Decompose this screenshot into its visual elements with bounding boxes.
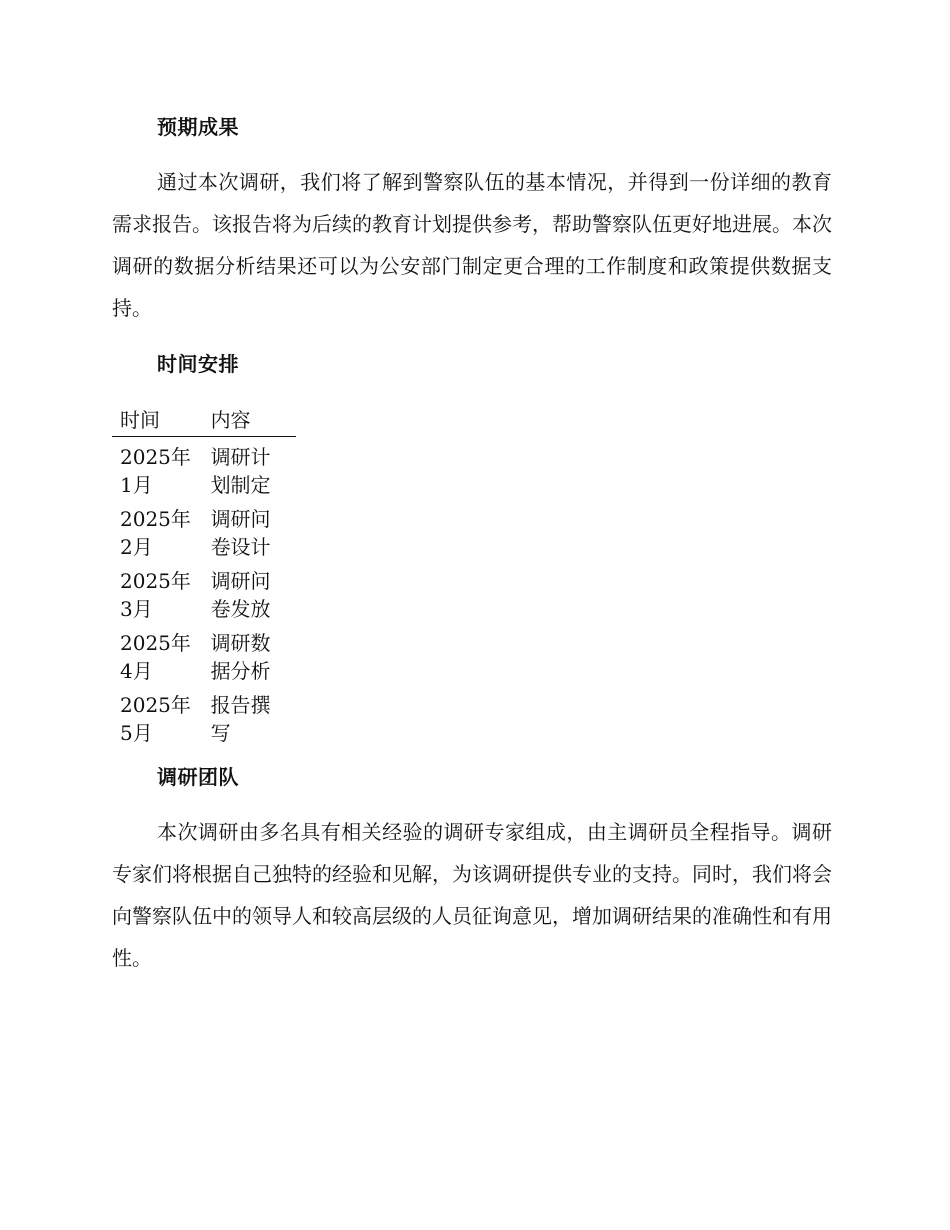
schedule-time-text: 2025年1月: [120, 445, 191, 497]
schedule-header-content: 内容: [203, 404, 296, 437]
schedule-time-cell: [112, 685, 203, 747]
team-heading: 调研团队: [157, 765, 239, 789]
schedule-content-text: 调研问卷发放: [210, 569, 271, 621]
schedule-heading: 时间安排: [157, 352, 239, 376]
schedule-time-text: 2025年2月: [120, 507, 191, 559]
team-paragraph: 本次调研由多名具有相关经验的调研专家组成，由主调研员全程指导。调研专家们将根据自己独特的经验和见解，为该调研提供专业的支持。同时，我们将会向警察队伍中的领导人和较高层级的人员征询意见，增加调研结果的准确性和有用性。: [112, 820, 832, 970]
expected-results-heading: 预期成果: [157, 115, 239, 139]
schedule-time-cell: [112, 499, 203, 561]
table-row: [112, 561, 296, 623]
schedule-content-cell: [203, 499, 296, 561]
table-row: [112, 623, 296, 685]
schedule-content-cell: [203, 437, 296, 500]
schedule-content-cell: [203, 623, 296, 685]
schedule-content-text: 调研计划制定: [210, 445, 271, 497]
schedule-content-cell: [203, 561, 296, 623]
table-row: [112, 685, 296, 747]
schedule-content-cell: [203, 685, 296, 747]
schedule-time-cell: [112, 623, 203, 685]
table-row: [112, 499, 296, 561]
table-row: [112, 437, 296, 500]
schedule-time-text: 2025年3月: [120, 569, 191, 621]
schedule-time-cell: [112, 561, 203, 623]
schedule-content-text: 调研数据分析: [210, 631, 271, 683]
schedule-content-text: 调研问卷设计: [210, 507, 271, 559]
schedule-time-text: 2025年4月: [120, 631, 191, 683]
expected-results-paragraph: 通过本次调研，我们将了解到警察队伍的基本情况，并得到一份详细的教育需求报告。该报告将为后续的教育计划提供参考，帮助警察队伍更好地进展。本次调研的数据分析结果还可以为公安部门制定更合理的工作制度和政策提供数据支持。: [112, 170, 832, 320]
schedule-time-text: 2025年5月: [120, 693, 191, 745]
schedule-content-text: 报告撰写: [210, 693, 271, 745]
schedule-header-time: 时间: [112, 404, 203, 437]
schedule-header-row: [112, 404, 296, 437]
schedule-time-cell: [112, 437, 203, 500]
schedule-table: [112, 404, 296, 747]
